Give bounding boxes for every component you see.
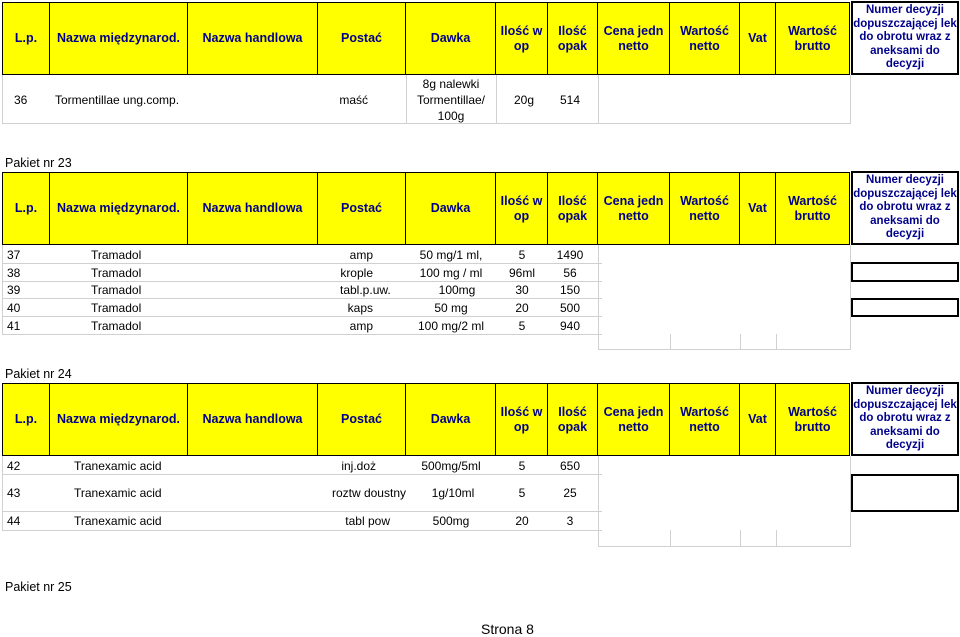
header-nazwa-miedzynarod: Nazwa międzynarod. [50, 383, 188, 456]
header-ilosc-w-op: Ilość w op [496, 383, 548, 456]
header-wartosc-brutto: Wartość brutto [776, 2, 850, 75]
grid-line [850, 75, 851, 123]
header-dawka: Dawka [406, 383, 496, 456]
cell-ilosc-opak: 650 [559, 458, 581, 473]
cell-ilosc-w-op: 20 [515, 514, 529, 528]
header-vat: Vat [740, 172, 776, 245]
cell-ilosc-w-op: 30 [515, 282, 529, 297]
page-number: Strona 8 [481, 621, 534, 637]
header-lp: L.p. [2, 383, 50, 456]
cell-ilosc-opak: 500 [559, 300, 581, 315]
header-postac: Postać [318, 383, 406, 456]
header-wartosc-netto: Wartość netto [670, 2, 740, 75]
cell-postac: amp [349, 247, 373, 262]
cell-ilosc-opak: 56 [563, 265, 577, 280]
header-vat: Vat [740, 2, 776, 75]
header-nazwa-handlowa: Nazwa handlowa [188, 383, 318, 456]
header-wartosc-brutto: Wartość brutto [776, 172, 850, 245]
cell-ilosc-w-op: 5 [518, 247, 526, 262]
header-dawka: Dawka [406, 172, 496, 245]
cell-dawka: 100 mg/2 ml [417, 318, 485, 333]
decision-box[interactable] [851, 262, 959, 282]
cell-lp: 43 [7, 486, 21, 500]
cell-lp: 38 [7, 265, 21, 280]
cell-ilosc-w-op: 20g [513, 92, 535, 107]
cell-ilosc-opak: 3 [566, 514, 574, 528]
grid-line [598, 75, 599, 123]
cell-nazwa: Tramadol [91, 282, 142, 297]
cell-ilosc-opak: 1490 [556, 247, 584, 262]
cell-lp: 37 [7, 247, 21, 262]
cell-postac: maść [339, 92, 368, 107]
cell-postac: inj.doż [341, 458, 376, 473]
cell-dawka: 50 mg [434, 300, 468, 315]
cell-dawka: 500mg/5ml [421, 458, 481, 473]
header-cena-jedn-netto: Cena jedn netto [598, 2, 670, 75]
cell-ilosc-w-op: 5 [518, 318, 526, 333]
cell-postac: krople [340, 265, 373, 280]
header-wartosc-brutto: Wartość brutto [776, 383, 850, 456]
header-ilosc-opak: Ilość opak [548, 172, 598, 245]
cell-nazwa: Tranexamic acid [74, 458, 162, 473]
header-ilosc-w-op: Ilość w op [496, 172, 548, 245]
header-lp: L.p. [2, 2, 50, 75]
grid-line [2, 75, 3, 123]
header-ilosc-opak: Ilość opak [548, 383, 598, 456]
cell-ilosc-opak: 514 [559, 92, 581, 107]
header-cena-jedn-netto: Cena jedn netto [598, 383, 670, 456]
cell-nazwa: Tramadol [91, 265, 142, 280]
header-wartosc-netto: Wartość netto [670, 172, 740, 245]
header-nazwa-handlowa: Nazwa handlowa [188, 2, 318, 75]
header-numer-decyzji: Numer decyzji dopuszczającej lek do obrotu wraz z aneksami do decyzji [851, 171, 959, 245]
cell-lp: 42 [7, 458, 21, 473]
pakiet-25-title: Pakiet nr 25 [5, 580, 72, 594]
cell-ilosc-opak: 150 [559, 282, 581, 297]
header-vat: Vat [740, 383, 776, 456]
decision-box[interactable] [851, 474, 959, 512]
header-nazwa-miedzynarod: Nazwa międzynarod. [50, 172, 188, 245]
cell-nazwa: Tormentillae ung.comp. [55, 92, 180, 107]
cell-lp: 39 [7, 282, 21, 297]
header-numer-decyzji: Numer decyzji dopuszczającej lek do obrotu wraz z aneksami do decyzji [851, 1, 959, 75]
cell-postac: kaps [347, 300, 373, 315]
cell-dawka: 100 mg / ml [419, 265, 483, 280]
cell-ilosc-w-op: 5 [518, 486, 526, 500]
cell-lp: 41 [7, 318, 21, 333]
cell-nazwa: Tranexamic acid [74, 486, 162, 500]
header-cena-jedn-netto: Cena jedn netto [598, 172, 670, 245]
cell-lp: 44 [7, 514, 21, 528]
cell-dawka: 100mg [438, 282, 476, 297]
cell-dawka: 500mg [432, 514, 470, 528]
cell-postac: tabl pow [345, 514, 390, 528]
cell-postac: roztw doustny [331, 486, 406, 500]
header-wartosc-netto: Wartość netto [670, 383, 740, 456]
cell-ilosc-opak: 940 [559, 318, 581, 333]
pakiet-23-title: Pakiet nr 23 [5, 156, 72, 170]
header-postac: Postać [318, 172, 406, 245]
header-numer-decyzji: Numer decyzji dopuszczającej lek do obrotu wraz z aneksami do decyzji [851, 382, 959, 456]
cell-ilosc-opak: 25 [563, 486, 577, 500]
header-dawka: Dawka [406, 2, 496, 75]
cell-nazwa: Tramadol [91, 247, 142, 262]
grid-line [496, 75, 497, 123]
header-ilosc-w-op: Ilość w op [496, 2, 548, 75]
cell-nazwa: Tramadol [91, 318, 142, 333]
cell-nazwa: Tramadol [91, 300, 142, 315]
cell-ilosc-w-op: 5 [518, 458, 526, 473]
cell-ilosc-w-op: 96ml [508, 265, 535, 280]
header-nazwa-miedzynarod: Nazwa międzynarod. [50, 2, 188, 75]
cell-lp: 36 [14, 92, 28, 107]
cell-postac: amp [349, 318, 373, 333]
cell-dawka: 1g/10ml [431, 486, 475, 500]
cell-dawka: 8g nalewki Tormentillae/ 100g [416, 76, 486, 123]
header-lp: L.p. [2, 172, 50, 245]
cell-ilosc-w-op: 20 [515, 300, 529, 315]
cell-postac: tabl.p.uw. [340, 282, 391, 297]
header-postac: Postać [318, 2, 406, 75]
header-ilosc-opak: Ilość opak [548, 2, 598, 75]
header-nazwa-handlowa: Nazwa handlowa [188, 172, 318, 245]
decision-box[interactable] [851, 298, 959, 317]
cell-nazwa: Tranexamic acid [74, 514, 162, 528]
cell-lp: 40 [7, 300, 21, 315]
pakiet-24-title: Pakiet nr 24 [5, 367, 72, 381]
cell-dawka: 50 mg/1 ml, [419, 247, 483, 262]
